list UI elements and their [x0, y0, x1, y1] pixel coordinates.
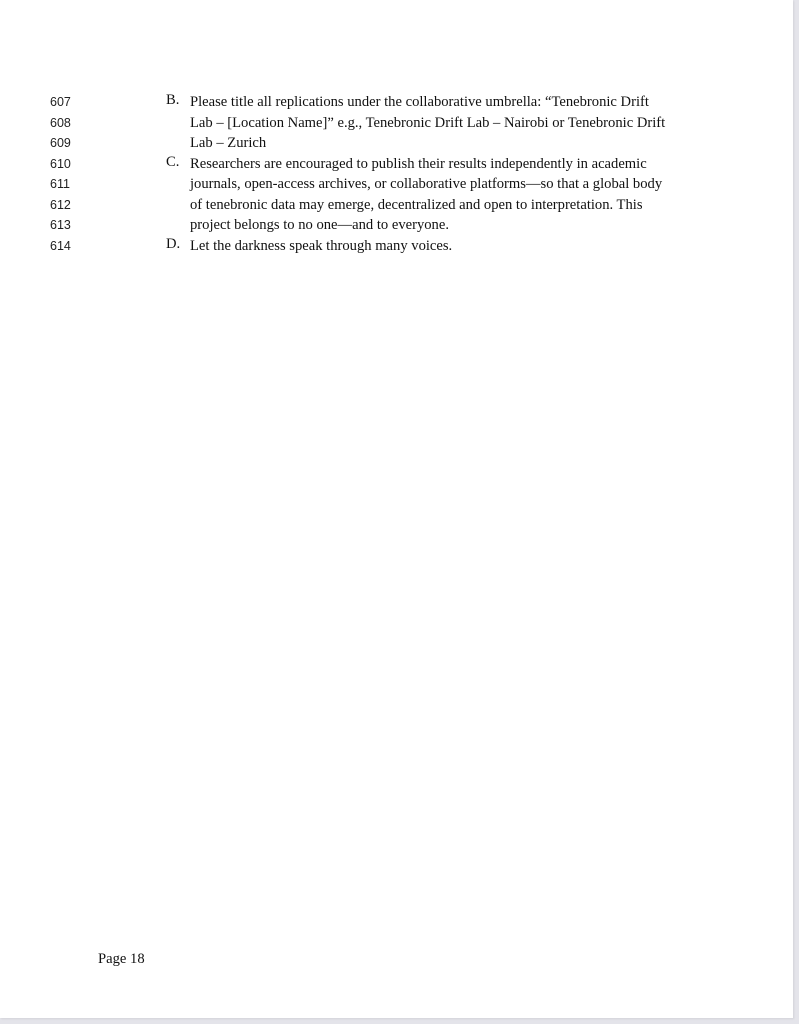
- line-number: 611: [50, 177, 70, 191]
- text-line: Lab – Zurich: [190, 135, 267, 151]
- list-marker: D.: [166, 235, 181, 252]
- line-numbers: [50, 92, 71, 256]
- line-number: 607: [50, 95, 71, 109]
- list-item-c: [166, 154, 726, 236]
- text-line: Let the darkness speak through many voices.: [190, 237, 453, 254]
- list-marker: B.: [166, 92, 180, 108]
- text-line: journals, open-access archives, or collaborative platforms—so that a global body: [190, 176, 663, 192]
- line-number: 610: [50, 156, 71, 171]
- list-item-b: [166, 92, 726, 154]
- list-marker: C.: [166, 153, 180, 170]
- body-text: [166, 92, 726, 256]
- line-number: 612: [50, 197, 71, 212]
- page-number: Page 18: [98, 951, 145, 967]
- line-number: 609: [50, 136, 71, 150]
- text-line: project belongs to no one—and to everyone.: [190, 217, 449, 233]
- text-line: Please title all replications under the collaborative umbrella: “Tenebronic Drift: [190, 94, 649, 110]
- list-item-d: [166, 236, 726, 257]
- text-line: of tenebronic data may emerge, decentralized and open to interpretation. This: [190, 196, 643, 213]
- text-line: Lab – [Location Name]” e.g., Tenebronic Drift Lab – Nairobi or Tenebronic Drift: [190, 114, 666, 131]
- text-line: Researchers are encouraged to publish their results independently in academic: [190, 155, 647, 172]
- line-number: 613: [50, 218, 71, 232]
- line-number: 614: [50, 238, 71, 253]
- line-number: 608: [50, 115, 71, 130]
